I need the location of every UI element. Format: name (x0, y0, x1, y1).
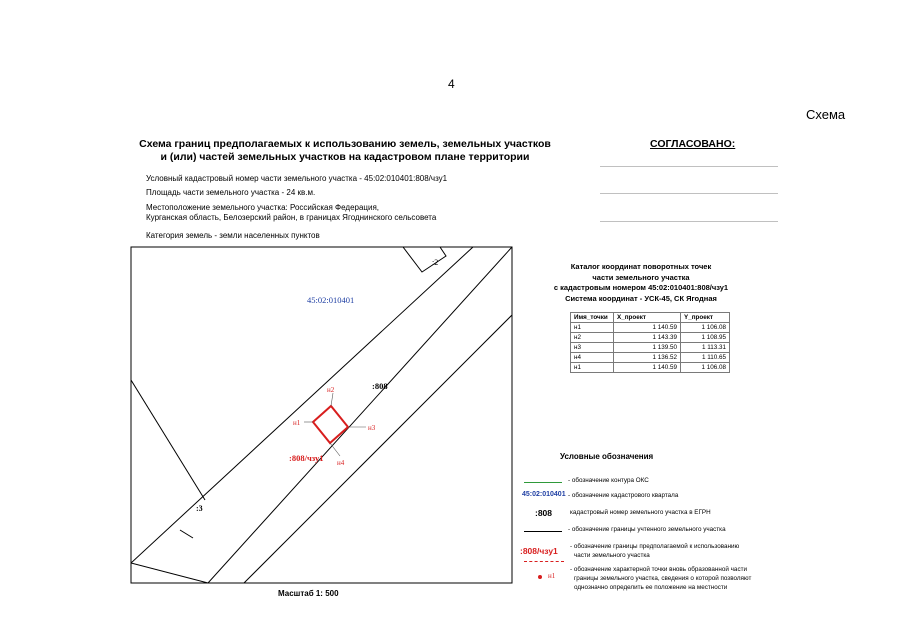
table-cell: 1 140.59 (614, 363, 681, 373)
table-cell: 1 106.08 (681, 363, 730, 373)
table-row (571, 333, 730, 343)
legend-quarter-sample: 45:02:010401 (522, 491, 566, 498)
table-cell: 1 113.31 (681, 343, 730, 353)
table-cell: н1 (571, 363, 614, 373)
table-cell: н3 (571, 343, 614, 353)
legend-quarter-text: - обозначение кадастрового квартала (568, 492, 679, 499)
quarter-label: 45:02:010401 (307, 295, 355, 305)
road-boundary-upper-2 (208, 247, 512, 583)
legend-title: Условные обозначения (560, 452, 654, 461)
table-cell: 1 140.59 (614, 323, 681, 333)
catalog-line-1: Каталог координат поворотных точек (570, 262, 712, 271)
table-cell: н4 (571, 353, 614, 363)
point-n1-label: н1 (293, 419, 301, 427)
title-line-2: и (или) частей земельных участков на кадастровом плане территории (160, 151, 530, 163)
catalog-title (538, 262, 744, 304)
legend-point-text-1: - обозначение характерной точки вновь образованной части (570, 566, 747, 573)
location-text-2: Курганская область, Белозерский район, в границах Ягоднинского сельсовета (146, 213, 437, 222)
coordinates-table (570, 312, 730, 373)
map-scale: Масштаб 1: 500 (278, 589, 339, 598)
approval-heading: СОГЛАСОВАНО: (650, 138, 736, 150)
legend-part-text-2: части земельного участка (574, 552, 650, 559)
land-category-text: Категория земель - земли населенных пунктов (146, 231, 320, 240)
table-cell: 1 106.08 (681, 323, 730, 333)
legend-part-sample: :808/чзу1 (520, 546, 558, 556)
legend-oks-text: - обозначение контура ОКС (568, 477, 649, 484)
table-row (571, 323, 730, 333)
plot-3-boundary (131, 380, 205, 500)
plot-2-boundary (403, 247, 446, 272)
location-text-1: Местоположение земельного участка: Российская Федерация, (146, 203, 380, 212)
boundary-line-sample (524, 531, 562, 532)
part-boundary (313, 406, 348, 443)
leader-n4 (330, 443, 340, 456)
table-row (571, 363, 730, 373)
column-header: Имя_точки (571, 313, 614, 323)
table-cell: н1 (571, 323, 614, 333)
plot-2-label: :2 (432, 258, 439, 267)
part-label: :808/чзу1 (289, 453, 324, 463)
catalog-line-4: Система координат - УСК-45, СК Ягодная (565, 293, 717, 303)
legend-point-text-3: однозначно определить ее положение на местности (574, 584, 728, 591)
legend-plot-text: кадастровый номер земельного участка в ЕГРН (570, 509, 711, 516)
table-row (571, 353, 730, 363)
catalog-line-3: с кадастровым номером 45:02:010401:808/чзу1 (553, 283, 729, 292)
area-text: Площадь части земельного участка - 24 кв.м. (146, 188, 316, 197)
part-line-sample (524, 561, 564, 562)
table-cell: 1 136.52 (614, 353, 681, 363)
oks-line-sample (524, 482, 562, 483)
leader-n2 (331, 393, 333, 406)
point-marker-icon (538, 575, 542, 579)
column-header: X_проект (614, 313, 681, 323)
plot-3-label: :3 (196, 504, 203, 513)
road-boundary-lower (244, 315, 512, 583)
table-cell: 1 143.39 (614, 333, 681, 343)
table-row (571, 343, 730, 353)
plot-3-boundary-2 (180, 530, 193, 538)
point-n2-label: н2 (327, 386, 335, 394)
legend-point-text-2: границы земельного участка, сведения о которой позволяют (574, 575, 752, 582)
table-header-row (571, 313, 730, 323)
legend-boundary-text: - обозначение границы учтенного земельного участка (568, 526, 726, 533)
page-number: 4 (448, 77, 455, 91)
catalog-line-2: части земельного участка (592, 272, 690, 282)
table-cell: 1 139.50 (614, 343, 681, 353)
cadastral-number-text: Условный кадастровый номер части земельного участка - 45:02:010401:808/чзу1 (146, 174, 448, 183)
legend-part-text-1: - обозначение границы предполагаемой к использованию (570, 543, 740, 550)
table-cell: 1 108.95 (681, 333, 730, 343)
table-cell: 1 110.65 (681, 353, 730, 363)
point-n3-label: н3 (368, 424, 376, 432)
column-header: Y_проект (681, 313, 730, 323)
title-line-1: Схема границ предполагаемых к использованию земель, земельных участков (139, 138, 551, 150)
point-n4-label: н4 (337, 459, 345, 467)
table-cell: н2 (571, 333, 614, 343)
header-word: Схема (806, 107, 846, 122)
legend-point-sample: н1 (548, 572, 556, 580)
legend-plot-sample: :808 (535, 508, 553, 518)
plot-808-label: :808 (372, 381, 388, 391)
